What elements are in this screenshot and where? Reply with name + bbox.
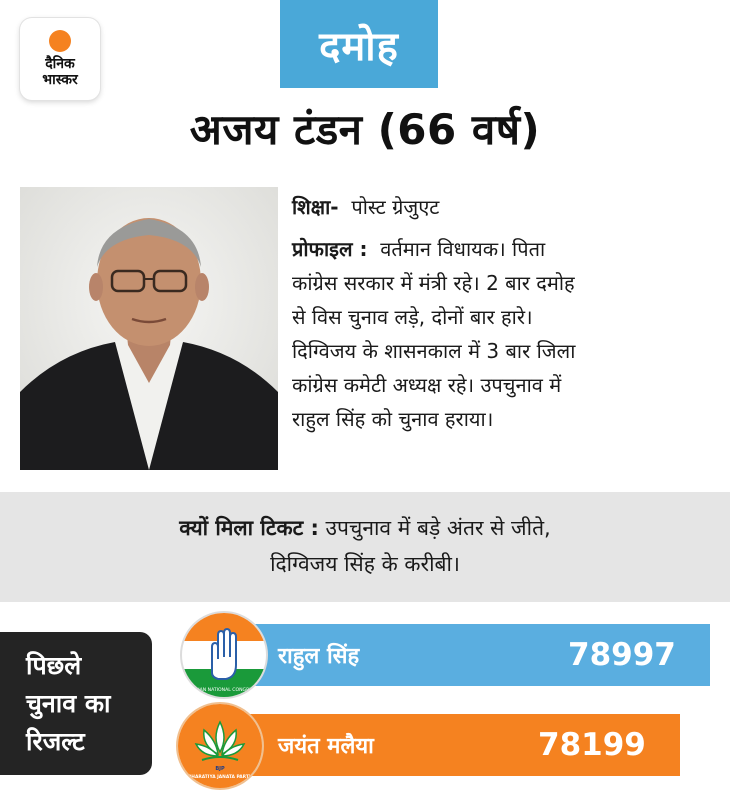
education-row [292, 190, 722, 224]
ticket-reason-line-1 [0, 510, 730, 546]
candidate-name: अजय टंडन (66 वर्ष) [189, 105, 541, 154]
candidate-info [292, 190, 722, 436]
profile-line: से विस चुनाव लड़े, दोनों बार हारे। [292, 305, 533, 329]
result-label-line-3: रिजल्ट [26, 726, 85, 756]
constituency-name: दमोह [319, 23, 399, 70]
ticket-reason-label: क्यों मिला टिकट : [179, 516, 319, 540]
education-value: पोस्ट ग्रेजुएट [351, 195, 440, 219]
bjp-logo-text: BHARATIYA JANATA PARTY [187, 775, 253, 780]
result-candidate-name: राहुल सिंह [278, 644, 360, 669]
profile-line: वर्तमान विधायक। पिता [380, 237, 546, 261]
profile-label: प्रोफाइल : [292, 237, 368, 261]
profile-line: दिग्विजय के शासनकाल में 3 बार जिला [292, 339, 576, 363]
profile-line: कांग्रेस सरकार में मंत्री रहे। 2 बार दमोह [292, 271, 575, 295]
dainik-bhaskar-logo [20, 18, 100, 100]
result-votes: 78997 [568, 637, 676, 673]
logo-line-2: भास्कर [42, 72, 78, 88]
result-label-line-1: पिछले [26, 650, 82, 680]
result-votes: 78199 [538, 727, 646, 763]
candidate-photo [20, 187, 278, 470]
profile-line: कांग्रेस कमेटी अध्यक्ष रहे। उपचुनाव में [292, 373, 562, 397]
congress-logo-text: INDIAN NATIONAL CONGRESS [189, 688, 259, 693]
constituency-banner [280, 0, 438, 88]
candidate-portrait [20, 187, 278, 470]
congress-logo [180, 611, 268, 699]
bjp-logo-abbr: BJP [215, 766, 225, 772]
profile-line: राहुल सिंह को चुनाव हराया। [292, 407, 494, 431]
result-bar-bjp [200, 714, 680, 776]
education-label: शिक्षा- [292, 195, 339, 219]
profile-text [292, 232, 722, 436]
result-bar-inc [200, 624, 710, 686]
ticket-reason-text-2: दिग्विजय सिंह के करीबी। [270, 552, 460, 576]
bjp-logo [176, 702, 264, 790]
previous-result-label [0, 632, 152, 775]
hand-icon [182, 613, 266, 697]
logo-line-1: दैनिक [45, 56, 75, 72]
ticket-reason-text-1: उपचुनाव में बड़े अंतर से जीते, [325, 516, 551, 540]
ticket-reason-band [0, 492, 730, 602]
sun-icon [49, 30, 71, 52]
lotus-icon [178, 704, 262, 788]
result-label-line-2: चुनाव का [26, 688, 111, 718]
result-candidate-name: जयंत मलैया [278, 734, 374, 759]
